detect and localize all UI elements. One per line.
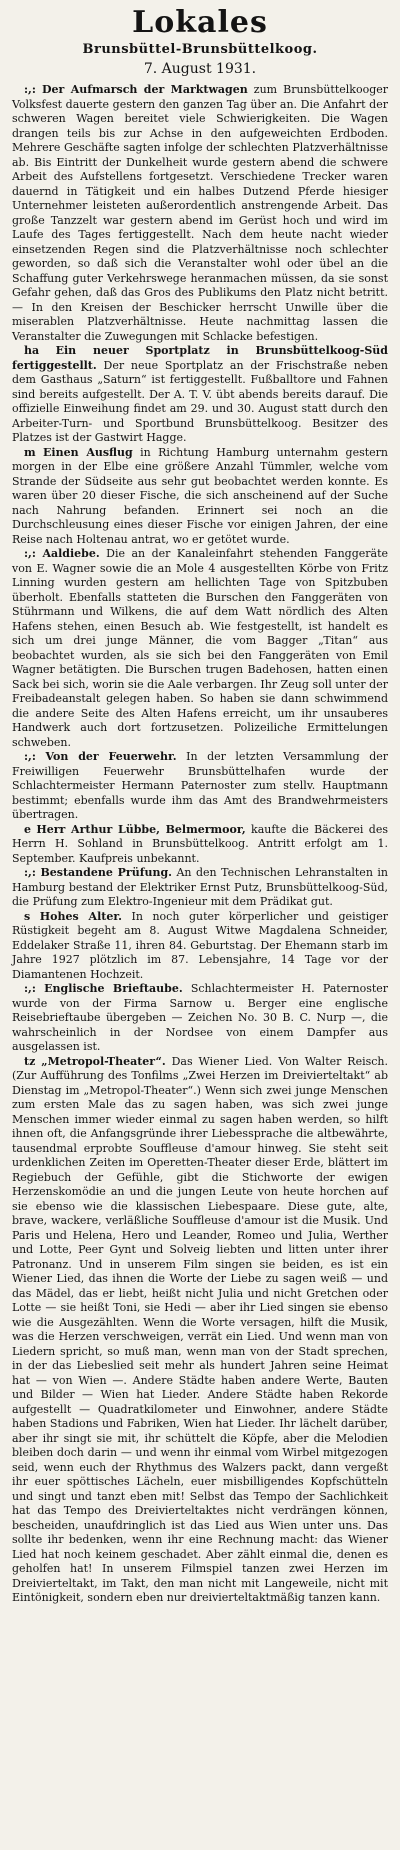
- article-marker: :,:: [24, 750, 36, 763]
- article-marker: m: [24, 445, 36, 459]
- article-lead: Von der Feuerwehr.: [45, 750, 177, 763]
- article-body: kaufte die Bäckerei des Herrn H. Sohland in Brunsbüttelkoog. Antritt erfolgt am 1. September. Kaufpreis unbekannt.: [12, 822, 388, 865]
- article-feuerwehr: [12, 750, 388, 823]
- article-column: [0, 77, 400, 1606]
- article-baeckerei: [12, 823, 388, 867]
- article-lead: Aaldiebe.: [42, 547, 100, 560]
- article-metropol-theater: [12, 1055, 388, 1606]
- article-body: Der neue Sportplatz an der Frischstraße neben dem Gasthaus „Saturn“ ist fertiggestellt. Fußballtore und Fahnen sind bereits aufgestellt. Der A. T. V. übt abends bereits darauf. Die offizielle Einweihung findet am 29. und 30. August statt durch den Arbeiter-Turn- und Sportbund Brunsbüttelkoog. Besitzer des Platzes ist der Gastwirt Hagge.: [12, 358, 388, 444]
- article-marker: ha: [24, 344, 40, 357]
- article-marker: :,:: [24, 547, 36, 560]
- article-lead: Bestandene Prüfung.: [40, 866, 172, 879]
- article-sportplatz: [12, 344, 388, 446]
- article-marktwagen: [12, 83, 388, 344]
- article-lead: Einen Ausflug: [43, 445, 133, 459]
- masthead: [0, 0, 400, 77]
- date-line: 7. August 1931.: [143, 61, 257, 77]
- article-lead: Ein neuer Sportplatz in Brunsbüttelkoog-Süd fertiggestellt.: [12, 344, 388, 372]
- article-body: In noch guter körperlicher und geistiger Rüstigkeit begeht am 8. August Witwe Magdalena Schneider, Eddelaker Straße 11, ihren 84. Geburtstag. Der Ehemann starb im Jahre 1927 plötzlich im 87. Lebensjahre, 14 Tage vor der Diamantenen Hochzeit.: [12, 909, 388, 981]
- article-lead: Hohes Alter.: [39, 909, 122, 923]
- article-marker: :,:: [24, 866, 36, 879]
- article-marker: :,:: [24, 982, 36, 995]
- article-lead: Englische Brieftaube.: [44, 982, 183, 995]
- article-lead: „Metropol-Theater“.: [41, 1054, 166, 1068]
- article-lead: Herr Arthur Lübbe, Belmermoor,: [36, 822, 246, 836]
- article-body: Schlachtermeister H. Paternoster wurde von der Firma Sarnow u. Berger eine englische Reisebrieftaube übergeben — Zeichen No. 30 B. C. Nurp —, die wahrscheinlich in der Nordsee von einem Dampfer aus ausgelassen ist.: [12, 982, 389, 1053]
- article-body: in Richtung Hamburg unternahm gestern morgen in der Elbe eine größere Anzahl Tümmler, welche vom Strande der Südseite aus sehr gut beobachtet werden konnte. Es waren über 20 dieser Fische, die sich anscheinend auf der Suche nach Nahrung befanden. Erinnert sei noch an die Durchschleusung eines dieser Fische vor einigen Jahren, der eine Reise nach Holtenau antrat, wo er getötet wurde.: [12, 445, 389, 546]
- article-body: In der letzten Versammlung der Freiwilligen Feuerwehr Brunsbüttelhafen wurde der Schlachtermeister Hermann Paternoster zum stellv. Hauptmann bestimmt; ebenfalls wurde ihm das Amt des Brandwehrmeisters übertragen.: [12, 750, 389, 821]
- article-body: Das Wiener Lied. Von Walter Reisch. (Zur Aufführung des Tonfilms „Zwei Herzen im Dreivierteltakt“ ab Dienstag im „Metropol-Theater“.) Wenn sich zwei junge Menschen zum ersten Male das zu sagen haben, was sich zwei junge Menschen immer wieder einmal zu sagen haben werden, so hilft ihnen oft, die Anfangsgründe ihrer Liebessprache die altbewährte, tausendmal erprobte Souffleuse d'amour hinweg. Sie steht seit urdenklichen Zeiten im Operetten-Theater dieser Erde, blättert im Regiebuch der Gefühle, gibt die Stichworte der ewigen Herzenskomödie an und die jungen Leute von heute horchen auf sie ebenso wie die klassischen Liebespaare. Diese gute, alte, brave, wackere, verläßliche Souffleuse d'amour ist die Musik. Und Paris und Helena, Hero und Leander, Romeo und Julia, Werther und Lotte, Peer Gynt und Solveig liebten und litten unter ihrer Patronanz. Und in unserem Film singen sie beiden, es ist ein Wiener Lied, das ihnen die Worte der Liebe zu sagen weiß — und das Mädel, das er liebt, heißt nicht Julia und nicht Gretchen oder Lotte — sie heißt Toni, sie Hedi — aber ihr Lied singen sie ebenso wie die Ausgezählten. Wenn die Worte versagen, hilft die Musik, was die Herzen verschweigen, verrät ein Lied. Und wenn man von Liedern spricht, so muß man, wenn man von der Stadt sprechen, in der das Liebeslied seit mehr als hundert Jahren seine Heimat hat — von Wien —. Andere Städte haben andere Werte, Bauten und Bilder — Wien hat Lieder. Andere Städte haben Rekorde aufgestellt — Quadratkilometer und Einwohner, andere Städte haben Stadions und Fabriken, Wien hat Lieder. Ihr lächelt darüber, aber ihr singt sie mit, ihr schüttelt die Köpfe, aber die Melodien bleiben doch darin — und wenn ihr einmal vom Wirbel mitgezogen seid, wenn euch der Rhythmus des Walzers packt, dann vergeßt ihr euer spöttisches Lächeln, euer misbilligendes Kopfschütteln und singt und tanzt eben mit! Selbst das Tempo der Sachlichkeit hat das Tempo des Dreivierteltaktes nicht verdrängen können, bescheiden, unaufdringlich ist das Lied aus Wien unter uns. Das sollte ihr bedenken, wenn ihr eine Rechnung macht: das Wiener Lied hat noch keinem geschadet. Aber zählt einmal die, denen es geholfen hat! In unserem Filmspiel tanzen zwei Herzen im Dreivierteltakt, im Takt, den man nicht mit Langeweile, nicht mit Eintönigkeit, sondern eben nur dreivierteltaktmäßig tanzen kann.: [12, 1054, 389, 1604]
- article-ausflug: [12, 446, 388, 548]
- article-marker: e: [24, 822, 31, 836]
- article-marker: tz: [24, 1054, 36, 1068]
- article-hohes-alter: [12, 910, 388, 983]
- article-body: Die an der Kanaleinfahrt stehenden Fanggeräte von E. Wagner sowie die an Mole 4 ausgestellten Körbe von Fritz Linning wurden gestern am hellichten Tage von Spitzbuben überholt. Ebenfalls statteten die Burschen den Fanggeräten von Stührmann und Wilkens, die auf dem Watt nördlich des Alten Hafens stehen, einen Besuch ab. Wie festgestellt, ist handelt es sich um drei junge Männer, die vom Bagger „Titan“ aus beobachtet wurden, als sie sich bei den Fanggeräten von Emil Wagner betätigten. Die Burschen trugen Badehosen, hatten einen Sack bei sich, worin sie die Aale verbargen. Ihr Zeug soll unter der Freibadeanstalt gelegen haben. So haben sie dann schwimmend die andere Seite des Alten Hafens erreicht, um ihr unsauberes Handwerk auch dort fortzusetzen. Polizeiliche Ermittelungen schweben.: [12, 547, 389, 749]
- section-title: Lokales: [132, 5, 268, 40]
- article-body: An den Technischen Lehranstalten in Hamburg bestand der Elektriker Ernst Putz, Brunsbüttelkoog-Süd, die Prüfung zum Elektro-Ingenieur mit dem Prädikat gut.: [12, 866, 389, 908]
- locality-subtitle: Brunsbüttel-Brunsbüttelkoog.: [82, 42, 318, 57]
- article-brieftaube: [12, 982, 388, 1055]
- article-body: zum Brunsbüttelkooger Volksfest dauerte gestern den ganzen Tag über an. Die Anfahrt der schweren Wagen bereitet viele Schwierigkeiten. Die Wagen drangen teils bis zur Achse in den aufgeweichten Erdboden. Mehrere Geschäfte sagten infolge der schlechten Platzverhältnisse ab. Bis Eintritt der Dunkelheit wurde gestern abend die schwere Arbeit des Aufstellens fortgesetzt. Verschiedene Trecker waren dauernd in Tätigkeit und ein halbes Dutzend Pferde hiesiger Unternehmer leisteten außerordentlich anstrengende Arbeit. Das große Tanzzelt war gestern abend im Gerüst hoch und wird im Laufe des Tages fertiggestellt. Nach dem heute nacht wieder einsetzenden Regen sind die Platzverhältnisse noch schlechter geworden, so daß sich die Veranstalter wohl oder übel an die Schaffung guter Verkehrswege heranmachen müssen, da sie sonst Gefahr gehen, daß das Gros des Publikums den Platz nicht betritt. — In den Kreisen der Beschicker herrscht Unwille über die miserablen Platzverhältnisse. Heute nachmittag lassen die Veranstalter die Zuwegungen mit Schlacke befestigen.: [12, 83, 389, 343]
- article-marker: :,:: [24, 83, 36, 96]
- article-marker: s: [24, 909, 31, 923]
- article-pruefung: [12, 866, 388, 910]
- article-lead: Der Aufmarsch der Marktwagen: [42, 83, 248, 96]
- article-aaldiebe: [12, 547, 388, 750]
